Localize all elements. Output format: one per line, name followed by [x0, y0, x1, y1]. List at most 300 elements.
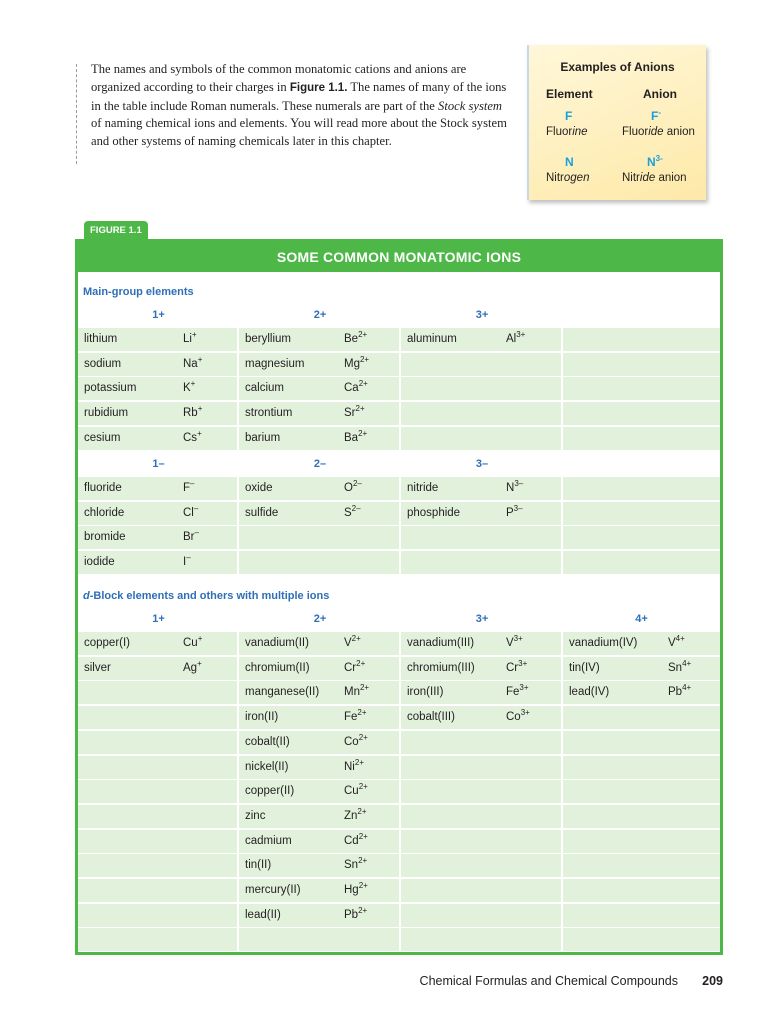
ion-cell: [563, 756, 720, 779]
ion-cell: [239, 427, 401, 450]
ion-symbol: [506, 402, 561, 425]
ion-cell: [401, 632, 563, 655]
ion-cell: [401, 377, 563, 400]
table-row: [78, 854, 720, 877]
ion-name: [563, 526, 668, 549]
ion-symbol: [183, 928, 237, 951]
ion-name: [78, 805, 183, 828]
table-row: [78, 502, 720, 525]
ion-name: lead(II): [245, 908, 281, 921]
ion-cell: [563, 526, 720, 549]
ion-symbol: [506, 879, 561, 902]
ion-name: silver: [84, 661, 111, 674]
ion-cell: [78, 632, 239, 655]
ion-name: lithium: [84, 333, 118, 345]
ion-symbol: [344, 551, 399, 574]
ion-name: chromium(II): [245, 661, 310, 674]
ion-symbol: [668, 526, 720, 549]
ion-cell: [563, 402, 720, 425]
nitrogen-symbol: N: [565, 155, 574, 169]
ion-name: chromium(III): [407, 661, 475, 674]
ion-symbol: Br–: [183, 528, 199, 544]
ion-name: tin(II): [245, 859, 272, 872]
ion-cell: [239, 854, 401, 877]
ion-name: aluminum: [407, 333, 457, 345]
table-row: [78, 706, 720, 729]
ion-name: potassium: [84, 382, 137, 395]
ion-name: cadmium: [245, 834, 292, 847]
ion-name: [563, 353, 668, 376]
ion-name: [563, 854, 668, 877]
ion-name: bromide: [84, 531, 126, 544]
ion-cell: [563, 657, 720, 680]
ion-cell: [78, 551, 239, 574]
ion-cell: [563, 928, 720, 951]
ion-symbol: [183, 780, 237, 803]
ion-symbol: [506, 830, 561, 853]
examples-of-anions-box: [527, 45, 706, 200]
ion-name: [563, 706, 668, 729]
ion-name: calcium: [245, 382, 284, 395]
ion-symbol: $Fe^{2+}$: [344, 708, 367, 724]
ion-symbol: $Cr^{2+}$: [344, 658, 366, 674]
ion-symbol: [668, 904, 720, 927]
ion-cell: [563, 805, 720, 828]
fluoride-anion-name: Fluoride anion: [622, 126, 695, 138]
ion-symbol: [506, 780, 561, 803]
ion-symbol: I–: [183, 553, 191, 569]
ion-name: strontium: [245, 407, 293, 420]
ion-cell: [239, 353, 401, 376]
ion-name: [401, 377, 506, 400]
ion-cell: [78, 706, 239, 729]
ion-cell: [401, 830, 563, 853]
ion-cell: [563, 328, 720, 351]
ion-name: [563, 756, 668, 779]
ion-cell: [401, 780, 563, 803]
table-row: [78, 526, 720, 549]
ion-symbol: [183, 756, 237, 779]
ion-name: sodium: [84, 357, 122, 370]
table-row: [78, 830, 720, 853]
ion-cell: [78, 526, 239, 549]
ion-symbol: $S^{2-}$: [344, 503, 361, 519]
ion-symbol: K+: [183, 379, 196, 395]
ion-symbol: $N^{3-}$: [506, 479, 524, 494]
ion-name: lead(IV): [569, 686, 610, 699]
figure-title: SOME COMMON MONATOMIC IONS: [78, 242, 720, 272]
ion-name: [78, 681, 183, 704]
intro-text-1: The names and symbols of the common monatomic cations and anions are organized according to their charges in: [91, 62, 467, 94]
ion-name: tin(IV): [569, 661, 600, 674]
fluoride-symbol: F-: [651, 108, 662, 123]
ion-cell: [239, 904, 401, 927]
table-row: [78, 477, 720, 500]
ion-cell: [563, 780, 720, 803]
ion-symbol: $Ca^{2+}$: [344, 379, 368, 395]
ion-symbol: [668, 879, 720, 902]
ion-name: copper(II): [245, 785, 295, 798]
ion-name: barium: [245, 431, 281, 444]
ion-name: manganese(II): [245, 686, 320, 699]
ion-cell: [239, 706, 401, 729]
ion-cell: [239, 805, 401, 828]
charge-header: 2+: [313, 309, 327, 321]
ion-name: magnesium: [245, 357, 305, 370]
ion-name: [401, 353, 506, 376]
ion-name: [401, 402, 506, 425]
ion-name: vanadium(III): [407, 637, 475, 649]
ion-symbol: [668, 477, 720, 500]
ion-cell: [78, 780, 239, 803]
ion-name: iron(III): [407, 686, 444, 699]
ion-symbol: Ag+: [183, 658, 202, 674]
ion-name: oxide: [245, 482, 273, 494]
ion-cell: [239, 756, 401, 779]
ion-symbol: [506, 377, 561, 400]
ion-cell: [78, 502, 239, 525]
ion-symbol: $V^{3+}$: [506, 634, 523, 649]
ion-symbol: [668, 805, 720, 828]
ion-symbol: $Hg^{2+}$: [344, 881, 368, 896]
ion-cell: [78, 854, 239, 877]
ion-name: [563, 904, 668, 927]
ion-symbol: [506, 854, 561, 877]
ion-name: [563, 805, 668, 828]
ion-cell: [78, 427, 239, 450]
table-row: [78, 427, 720, 450]
ion-cell: [239, 657, 401, 680]
ion-cell: [78, 681, 239, 704]
ion-cell: [78, 353, 239, 376]
ion-symbol: [668, 377, 720, 400]
ion-symbol: $Pb^{4+}$: [668, 683, 692, 699]
figure-tab-label: FIGURE 1.1: [84, 221, 148, 240]
ion-name: [563, 377, 668, 400]
table-row: [78, 657, 720, 680]
ion-symbol: [344, 526, 399, 549]
ion-name: chloride: [84, 506, 125, 519]
ion-name: [401, 854, 506, 877]
intro-text-3: of naming chemical ions and elements. You will read more about the Stock system and other systems of naming chemicals later in this chapter.: [91, 116, 507, 149]
ion-cell: [78, 377, 239, 400]
ion-cell: [78, 328, 239, 351]
ion-symbol: Cs+: [183, 428, 202, 444]
ion-name: [78, 904, 183, 927]
charge-header: 3+: [475, 613, 489, 625]
ion-name: [563, 502, 668, 525]
monatomic-ions-table: [75, 239, 723, 955]
ion-symbol: $Pb^{2+}$: [344, 905, 368, 921]
d-block-section-label: d-Block elements and others with multiple ions: [83, 590, 330, 602]
ion-cell: [239, 731, 401, 754]
charge-header: 2–: [313, 458, 327, 470]
ion-cell: [401, 328, 563, 351]
ion-cell: [401, 854, 563, 877]
ion-name: [401, 551, 506, 574]
figure-reference: Figure 1.1.: [289, 81, 348, 94]
ion-cell: [563, 681, 720, 704]
ion-cell: [239, 502, 401, 525]
charge-header: 3–: [475, 458, 489, 470]
ion-name: nitride: [407, 482, 439, 494]
ion-symbol: [668, 756, 720, 779]
ion-cell: [239, 377, 401, 400]
ion-symbol: $Sn^{4+}$: [668, 658, 692, 674]
ion-symbol: $Al^{3+}$: [506, 330, 526, 345]
ion-symbol: [344, 928, 399, 951]
ion-name: [401, 904, 506, 927]
ion-cell: [401, 756, 563, 779]
ion-symbol: [506, 928, 561, 951]
ion-name: sulfide: [245, 506, 279, 519]
ion-symbol: $Mn^{2+}$: [344, 683, 370, 699]
ion-symbol: [668, 731, 720, 754]
ion-cell: [239, 402, 401, 425]
ion-cell: [239, 928, 401, 951]
ion-cell: [563, 879, 720, 902]
table-row: [78, 879, 720, 902]
ion-symbol: [668, 353, 720, 376]
ion-symbol: [183, 805, 237, 828]
ion-cell: [563, 477, 720, 500]
ion-cell: [78, 477, 239, 500]
ion-cell: [401, 477, 563, 500]
page-number: 209: [702, 974, 723, 988]
ion-symbol: [183, 854, 237, 877]
ion-cell: [401, 526, 563, 549]
ion-symbol: $Cu^{2+}$: [344, 782, 368, 798]
ion-name: [401, 731, 506, 754]
ion-symbol: $Ba^{2+}$: [344, 428, 368, 444]
ion-cell: [78, 657, 239, 680]
table-row: [78, 632, 720, 655]
charge-header: 1+: [152, 309, 165, 321]
ion-cell: [563, 706, 720, 729]
ion-cell: [78, 731, 239, 754]
ion-name: [563, 830, 668, 853]
ion-cell: [401, 731, 563, 754]
ion-symbol: [183, 830, 237, 853]
ion-symbol: $Co^{2+}$: [344, 732, 368, 748]
ion-symbol: $Sr^{2+}$: [344, 404, 365, 420]
ion-name: [78, 879, 183, 902]
ion-symbol: [183, 879, 237, 902]
ion-name: cobalt(II): [245, 735, 290, 748]
ion-name: [563, 928, 668, 951]
ion-symbol: $Co^{3+}$: [506, 708, 530, 724]
ion-symbol: [668, 780, 720, 803]
stock-system-term: Stock system: [438, 98, 503, 113]
ion-name: [401, 928, 506, 951]
ion-cell: [401, 427, 563, 450]
ion-symbol: $Ni^{2+}$: [344, 757, 364, 773]
ion-cell: [563, 353, 720, 376]
ion-cell: [239, 477, 401, 500]
anion-column-header: Anion: [643, 87, 677, 101]
nitride-symbol: $N^{3-}$: [647, 154, 663, 169]
ion-cell: [563, 632, 720, 655]
element-column-header: Element: [546, 87, 593, 101]
ion-symbol: [668, 928, 720, 951]
ion-name: cobalt(III): [407, 711, 455, 724]
ion-name: [401, 879, 506, 902]
ion-cell: [239, 681, 401, 704]
charge-header: 1+: [152, 613, 165, 625]
ion-symbol: $Zn^{2+}$: [344, 807, 367, 822]
ion-symbol: Na+: [183, 354, 203, 370]
ion-cell: [401, 353, 563, 376]
ion-cell: [563, 427, 720, 450]
ion-symbol: [668, 706, 720, 729]
ion-name: [563, 780, 668, 803]
ion-cell: [401, 805, 563, 828]
ion-name: [78, 830, 183, 853]
ion-name: [78, 706, 183, 729]
ion-symbol: Rb+: [183, 404, 203, 420]
ion-cell: [563, 502, 720, 525]
ion-cell: [401, 904, 563, 927]
ion-cell: [563, 854, 720, 877]
ion-symbol: [506, 526, 561, 549]
ion-cell: [239, 879, 401, 902]
ion-symbol: [183, 904, 237, 927]
ion-symbol: [668, 502, 720, 525]
ion-cell: [78, 756, 239, 779]
ion-symbol: [506, 731, 561, 754]
intro-paragraph: [91, 61, 511, 151]
table-row: [78, 328, 720, 351]
ion-cell: [78, 879, 239, 902]
table-row: [78, 805, 720, 828]
ion-cell: [78, 805, 239, 828]
table-row: [78, 353, 720, 376]
ion-name: [78, 854, 183, 877]
ion-name: [563, 477, 668, 500]
ion-cell: [401, 706, 563, 729]
ion-name: [401, 427, 506, 450]
ion-cell: [401, 681, 563, 704]
ion-cell: [239, 632, 401, 655]
ion-name: [401, 526, 506, 549]
ion-cell: [563, 830, 720, 853]
fluorine-name: Fluorine: [546, 126, 588, 138]
intro-text-2: The names of many of the ions in the table include Roman numerals. These numerals are part of the: [91, 79, 507, 113]
ion-symbol: $Cr^{3+}$: [506, 658, 528, 674]
ion-cell: [78, 904, 239, 927]
ion-cell: [563, 377, 720, 400]
ion-name: nickel(II): [245, 760, 289, 773]
ion-name: [401, 780, 506, 803]
ion-symbol: [506, 805, 561, 828]
ion-cell: [78, 928, 239, 951]
ion-name: zinc: [245, 809, 266, 822]
table-row: [78, 756, 720, 779]
ion-cell: [239, 780, 401, 803]
ion-name: [563, 328, 668, 351]
ion-symbol: [668, 427, 720, 450]
ion-symbol: $Cd^{2+}$: [344, 831, 368, 847]
table-row: [78, 780, 720, 803]
ion-name: [563, 402, 668, 425]
ion-symbol: $Mg^{2+}$: [344, 354, 370, 370]
charge-header: 2+: [313, 613, 327, 625]
chapter-title: Chemical Formulas and Chemical Compounds: [419, 974, 678, 988]
ion-name: cesium: [84, 431, 121, 444]
ion-name: [401, 805, 506, 828]
ion-symbol: Cl–: [183, 503, 199, 519]
main-group-section-label: Main-group elements: [83, 286, 194, 298]
ion-name: vanadium(IV): [569, 637, 638, 649]
anion-box-title: Examples of Anions: [560, 60, 675, 74]
ion-name: [239, 551, 344, 574]
ion-cell: [78, 830, 239, 853]
ion-symbol: Cu+: [183, 634, 203, 649]
ion-symbol: [506, 904, 561, 927]
ion-cell: [401, 402, 563, 425]
ion-cell: [78, 402, 239, 425]
ion-symbol: $V^{2+}$: [344, 634, 361, 649]
ion-symbol: $Be^{2+}$: [344, 330, 368, 345]
ion-symbol: $V^{4+}$: [668, 634, 685, 649]
fluorine-symbol: F: [565, 109, 573, 123]
ion-symbol: [668, 328, 720, 351]
ion-name: iron(II): [245, 711, 279, 724]
ion-name: fluoride: [84, 482, 122, 494]
ion-cell: [401, 657, 563, 680]
ion-symbol: [506, 353, 561, 376]
ion-cell: [401, 879, 563, 902]
ion-symbol: F–: [183, 479, 195, 494]
ion-symbol: [183, 731, 237, 754]
ion-name: [563, 731, 668, 754]
ion-name: phosphide: [407, 506, 461, 519]
ion-cell: [563, 731, 720, 754]
table-row: [78, 731, 720, 754]
ion-cell: [239, 551, 401, 574]
ion-name: [563, 427, 668, 450]
ion-symbol: $Sn^{2+}$: [344, 856, 368, 872]
ion-name: iodide: [84, 556, 115, 569]
ion-symbol: [183, 681, 237, 704]
ion-cell: [401, 551, 563, 574]
ion-symbol: [668, 854, 720, 877]
ion-name: [401, 756, 506, 779]
margin-dotted-rule: [76, 64, 77, 164]
table-row: [78, 402, 720, 425]
ion-name: [239, 928, 344, 951]
ion-cell: [563, 904, 720, 927]
ion-name: [78, 756, 183, 779]
table-row: [78, 551, 720, 574]
ion-cell: [401, 928, 563, 951]
ion-symbol: $Fe^{3+}$: [506, 683, 529, 699]
ion-name: rubidium: [84, 407, 129, 420]
ion-symbol: [506, 756, 561, 779]
ion-name: [78, 731, 183, 754]
table-row: [78, 681, 720, 704]
charge-header: 1–: [152, 458, 165, 470]
ion-symbol: [668, 830, 720, 853]
ion-cell: [563, 551, 720, 574]
nitride-anion-name: Nitride anion: [622, 172, 687, 184]
ion-cell: [239, 830, 401, 853]
ion-name: [239, 526, 344, 549]
nitrogen-name: Nitrogen: [546, 172, 590, 184]
ion-cell: [401, 502, 563, 525]
ion-symbol: [506, 551, 561, 574]
ion-symbol: $P^{3-}$: [506, 503, 523, 519]
